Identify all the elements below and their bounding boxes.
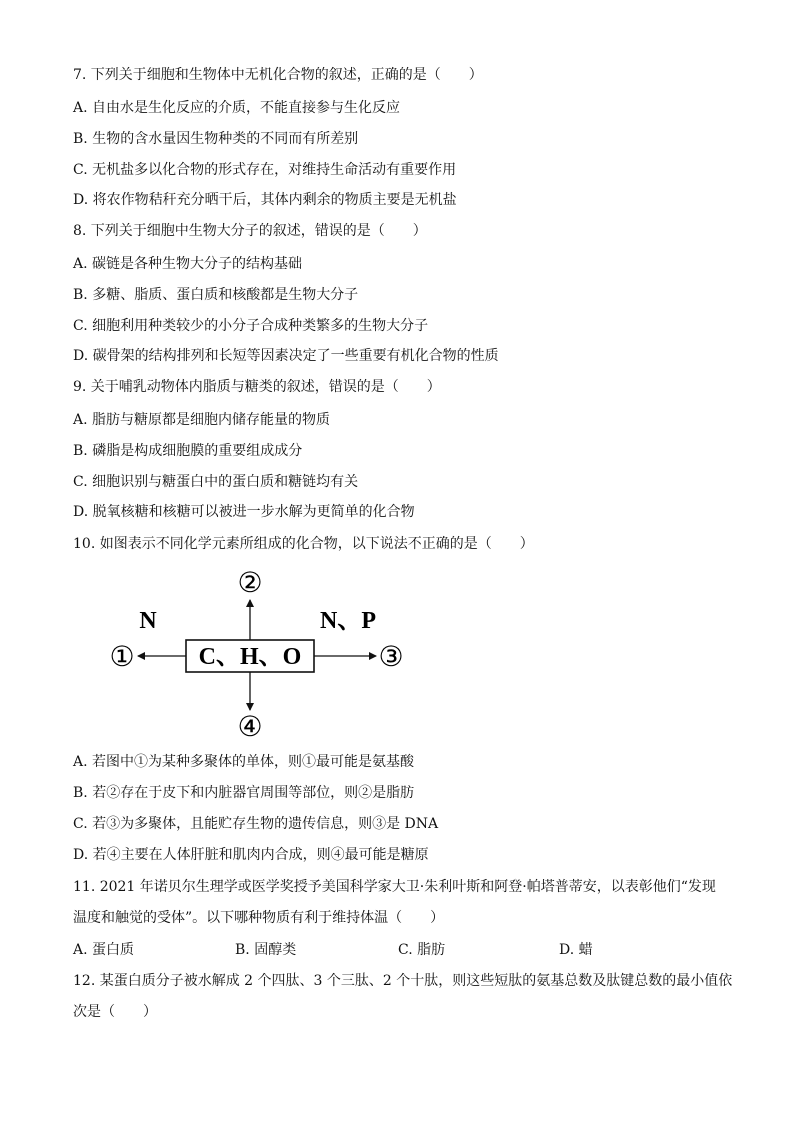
question-7-stem: 7. 下列关于细胞和生物体中无机化合物的叙述，正确的是（ ）: [73, 67, 483, 83]
compound-3-label: ③: [378, 642, 404, 673]
question-11-stem-line-1: 11. 2021 年诺贝尔生理学或医学奖授予美国科学家大卫·朱利叶斯和阿登·帕塔普蒂安，以表彰他们“发现: [73, 879, 716, 895]
question-11-option-b: B. 固醇类: [235, 942, 297, 958]
question-12-stem-line-2: 次是（ ）: [73, 1004, 157, 1020]
right-element-label: N、P: [320, 608, 376, 634]
question-9-option-c: C. 细胞识别与糖蛋白中的蛋白质和糖链均有关: [73, 474, 359, 490]
question-10-option-a: A. 若图中①为某种多聚体的单体，则①最可能是氨基酸: [73, 754, 415, 770]
question-9-option-b: B. 磷脂是构成细胞膜的重要组成成分: [73, 443, 303, 459]
question-10-option-d: D. 若④主要在人体肝脏和肌肉内合成，则④最可能是糖原: [73, 847, 429, 863]
question-8-option-b: B. 多糖、脂质、蛋白质和核酸都是生物大分子: [73, 287, 359, 303]
left-element-label: N: [139, 608, 157, 634]
compound-2-label: ②: [237, 568, 263, 599]
question-8-option-d: D. 碳骨架的结构排列和长短等因素决定了一些重要有机化合物的性质: [73, 348, 499, 364]
question-11-option-a: A. 蛋白质: [73, 942, 135, 958]
compound-1-label: ①: [109, 642, 135, 673]
question-7-option-b: B. 生物的含水量因生物种类的不同而有所差别: [73, 131, 359, 147]
question-12-stem-line-1: 12. 某蛋白质分子被水解成 2 个四肽、3 个三肽、2 个十肽，则这些短肽的氨基总数及肽键总数的最小值依: [73, 973, 733, 989]
question-10-option-c: C. 若③为多聚体，且能贮存生物的遗传信息，则③是 DNA: [73, 816, 439, 832]
question-7-option-a: A. 自由水是生化反应的介质，不能直接参与生化反应: [73, 100, 401, 116]
question-9-stem: 9. 关于哺乳动物体内脂质与糖类的叙述，错误的是（ ）: [73, 379, 441, 395]
question-8-option-a: A. 碳链是各种生物大分子的结构基础: [73, 256, 303, 272]
question-7-option-d: D. 将农作物秸秆充分晒干后，其体内剩余的物质主要是无机盐: [73, 192, 457, 208]
question-11-option-d: D. 蜡: [559, 942, 593, 958]
question-7-option-c: C. 无机盐多以化合物的形式存在，对维持生命活动有重要作用: [73, 162, 457, 178]
question-11-stem-line-2: 温度和触觉的受体”。以下哪种物质有利于维持体温（ ）: [73, 910, 445, 926]
question-8-option-c: C. 细胞利用种类较少的小分子合成种类繁多的生物大分子: [73, 318, 429, 334]
compound-4-label: ④: [237, 712, 263, 743]
question-8-stem: 8. 下列关于细胞中生物大分子的叙述，错误的是（ ）: [73, 223, 427, 239]
question-11-option-c: C. 脂肪: [398, 942, 446, 958]
center-elements-label: C、H、O: [198, 644, 302, 670]
question-10-stem: 10. 如图表示不同化学元素所组成的化合物，以下说法不正确的是（ ）: [73, 536, 534, 552]
question-10-option-b: B. 若②存在于皮下和内脏器官周围等部位，则②是脂肪: [73, 785, 415, 801]
question-9-option-d: D. 脱氧核糖和核糖可以被进一步水解为更简单的化合物: [73, 504, 415, 520]
compound-diagram: [100, 562, 420, 747]
question-9-option-a: A. 脂肪与糖原都是细胞内储存能量的物质: [73, 412, 331, 428]
